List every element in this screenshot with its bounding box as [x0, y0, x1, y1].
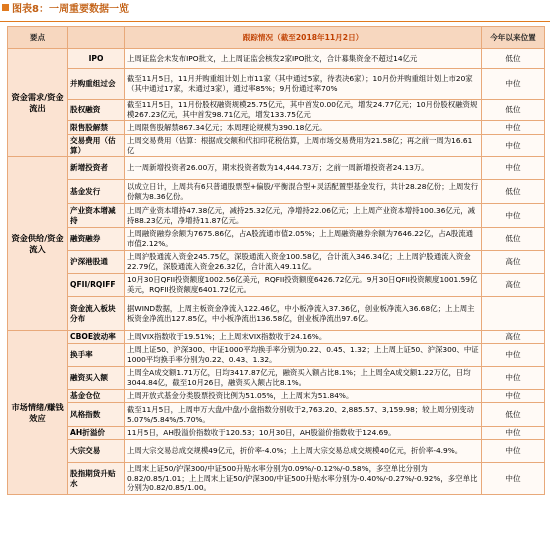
- item-label: 融资买入额: [68, 367, 125, 390]
- item-description: 上周沪股通流入资金245.75亿，深股通流入资金100.58亿，合计流入346.34亿；上上周沪股通流入资金22.79亿，深股通流入资金26.32亿，合计流入49.11亿。: [125, 251, 482, 274]
- position-value: 中位: [482, 390, 545, 403]
- table-header-row: [8, 27, 545, 49]
- table-row: [8, 274, 545, 297]
- table-row: [8, 297, 545, 331]
- item-description: 上周上证50、沪深300、中证1000平均换手率分别为0.22、0.45、1.32；上上周上证50、沪深300、中证1000平均换手率分别为0.22、0.43、1.32。: [125, 344, 482, 367]
- item-description: 上周交易费用（估算：根据成交额和代扣印花税估算，上周市场交易费用为21.58亿；再之前一周为16.61亿: [125, 135, 482, 157]
- item-description: 上周VIX指数收于19.51%；上上周末VIX指数收于24.16%。: [125, 331, 482, 344]
- item-description: 上周融资融券余额为7675.86亿，占A股流通市值2.05%；上上周融资融券余额为7646.22亿，占A股流通市值2.12%。: [125, 228, 482, 251]
- item-label: 换手率: [68, 344, 125, 367]
- category-label: 资金供给/资金流入: [8, 157, 68, 331]
- table-row: [8, 463, 545, 495]
- table-row: [8, 427, 545, 440]
- item-label: 新增投资者: [68, 157, 125, 180]
- table-row: [8, 331, 545, 344]
- item-description: 上周证监会未发布IPO批文，上上周证监会核发2家IPO批文，合计募集资金不超过14亿元: [125, 49, 482, 69]
- header-tracking: 跟踪情况（截至2018年11月2日）: [125, 27, 482, 49]
- table-row: [8, 69, 545, 100]
- position-value: 中位: [482, 135, 545, 157]
- position-value: 中位: [482, 344, 545, 367]
- square-bullet-icon: [2, 4, 9, 11]
- position-value: 低位: [482, 403, 545, 427]
- figure-title-text: 图表8：一周重要数据一览: [12, 4, 129, 15]
- item-description: 上周限售股解禁867.34亿元；本周理论规模为390.18亿元。: [125, 121, 482, 135]
- item-label: 并购重组过会: [68, 69, 125, 100]
- position-value: [482, 297, 545, 331]
- item-description: 截至11月5日，11月并购重组计划上市11家（其中通过5家，待表决6家）；10月份并购重组计划上市20家（其中通过17家，未通过3家），通过率85%；9月份通过率70%: [125, 69, 482, 100]
- item-label: 风格指数: [68, 403, 125, 427]
- header-item: [68, 27, 125, 49]
- table-row: [8, 344, 545, 367]
- item-description: 以成立日计，上周共有6只普通股票型+偏股/平衡混合型+灵活配置型基金发行，共计28.28亿份；上周发行份额为8.36亿份。: [125, 180, 482, 204]
- item-label: 资金流入板块分布: [68, 297, 125, 331]
- position-value: 高位: [482, 274, 545, 297]
- item-label: 大宗交易: [68, 440, 125, 463]
- item-label: 股指期货升贴水: [68, 463, 125, 495]
- table-row: [8, 204, 545, 228]
- position-value: 高位: [482, 331, 545, 344]
- table-row: [8, 251, 545, 274]
- item-label: 产业资本增减持: [68, 204, 125, 228]
- position-value: 高位: [482, 251, 545, 274]
- item-description: 上周末上证50/沪深300/中证500升贴水率分别为0.09%/-0.12%/-0.58%，多空单比分别为0.82/0.85/1.01；上上周末上证50/沪深300/中证500升贴水率分别为-0.40%/-0.27%/-0.92%，多空单比分别为0.82/0.85/1.00。: [125, 463, 482, 495]
- table-row: [8, 403, 545, 427]
- item-description: 上周开放式基金分类股票投资比例为51.05%，上上周末为51.84%。: [125, 390, 482, 403]
- position-value: 中位: [482, 121, 545, 135]
- position-value: 低位: [482, 180, 545, 204]
- item-label: 基金仓位: [68, 390, 125, 403]
- table-row: [8, 440, 545, 463]
- item-description: 上一周新增投资者26.00万，期末投资者数为14,444.73万；之前一周新增投资者24.13万。: [125, 157, 482, 180]
- item-label: 融资融券: [68, 228, 125, 251]
- position-value: 中位: [482, 367, 545, 390]
- table-row: [8, 180, 545, 204]
- item-description: 上周大宗交易总成交规模49亿元，折价率-4.0%；上上周大宗交易总成交规模40亿元，折价率-4.9%。: [125, 440, 482, 463]
- item-label: 沪深港股通: [68, 251, 125, 274]
- table-row: [8, 228, 545, 251]
- table-row: [8, 100, 545, 121]
- item-label: CBOE波动率: [68, 331, 125, 344]
- position-value: 低位: [482, 228, 545, 251]
- item-label: 股权融资: [68, 100, 125, 121]
- position-value: 中位: [482, 463, 545, 495]
- header-position: 今年以来位置: [482, 27, 545, 49]
- table-row: [8, 367, 545, 390]
- position-value: 中位: [482, 427, 545, 440]
- position-value: 中位: [482, 204, 545, 228]
- table-row: [8, 121, 545, 135]
- header-points: 要点: [8, 27, 68, 49]
- item-description: 截至11月5日，上周申万大盘/中盘/小盘指数分别收于2,763.20、2,885.57、3,159.98；较上周分别变动5.07%/5.84%/5.70%。: [125, 403, 482, 427]
- item-label: 基金发行: [68, 180, 125, 204]
- item-description: 截至11月5日，11月份股权融资规模25.75亿元，其中首发0.00亿元，增发24.77亿元；10月份股权融资规模267.23亿元，其中首发98.71亿元，增发133.75亿元: [125, 100, 482, 121]
- item-description: 11月5日，AH股溢价指数收于120.53；10月30日，AH股溢价指数收于124.69。: [125, 427, 482, 440]
- table-row: [8, 135, 545, 157]
- position-value: 中位: [482, 69, 545, 100]
- position-value: 低位: [482, 100, 545, 121]
- item-label: 限售股解禁: [68, 121, 125, 135]
- item-label: AH折溢价: [68, 427, 125, 440]
- item-label: QFII/RQIFF: [68, 274, 125, 297]
- item-label: 交易费用（估算）: [68, 135, 125, 157]
- table-row: [8, 390, 545, 403]
- table-row: [8, 49, 545, 69]
- item-label: IPO: [68, 49, 125, 69]
- item-description: 上周产业资本增持47.38亿元，减持25.32亿元，净增持22.06亿元；上上周产业资本增持100.36亿元，减持88.23亿元，净增持11.87亿元。: [125, 204, 482, 228]
- figure-title: [0, 0, 550, 22]
- position-value: 中位: [482, 157, 545, 180]
- category-label: 资金需求/资金流出: [8, 49, 68, 157]
- position-value: 低位: [482, 49, 545, 69]
- table-row: [8, 157, 545, 180]
- position-value: 中位: [482, 440, 545, 463]
- data-table: [7, 26, 545, 495]
- item-description: 10月30日QFII投资额度1002.56亿美元，RQFII投资额度6426.72亿元。9月30日QFII投资额度1001.59亿美元，RQFII投资额度6401.72亿元。: [125, 274, 482, 297]
- item-description: 上周全A成交额1.71万亿，日均3417.87亿元，融资买入额占比8.1%；上上周全A成交额1.22万亿，日均3044.84亿，截至10月26日，融资买入额占比8.1%。: [125, 367, 482, 390]
- category-label: 市场情绪/赚钱效应: [8, 331, 68, 495]
- item-description: 据WIND数据，上周主板资金净流入122.46亿，中小板净流入37.36亿，创业板净流入36.68亿；上上周主板资金净流出127.85亿，中小板净流出136.58亿，创业板净流出97.6亿。: [125, 297, 482, 331]
